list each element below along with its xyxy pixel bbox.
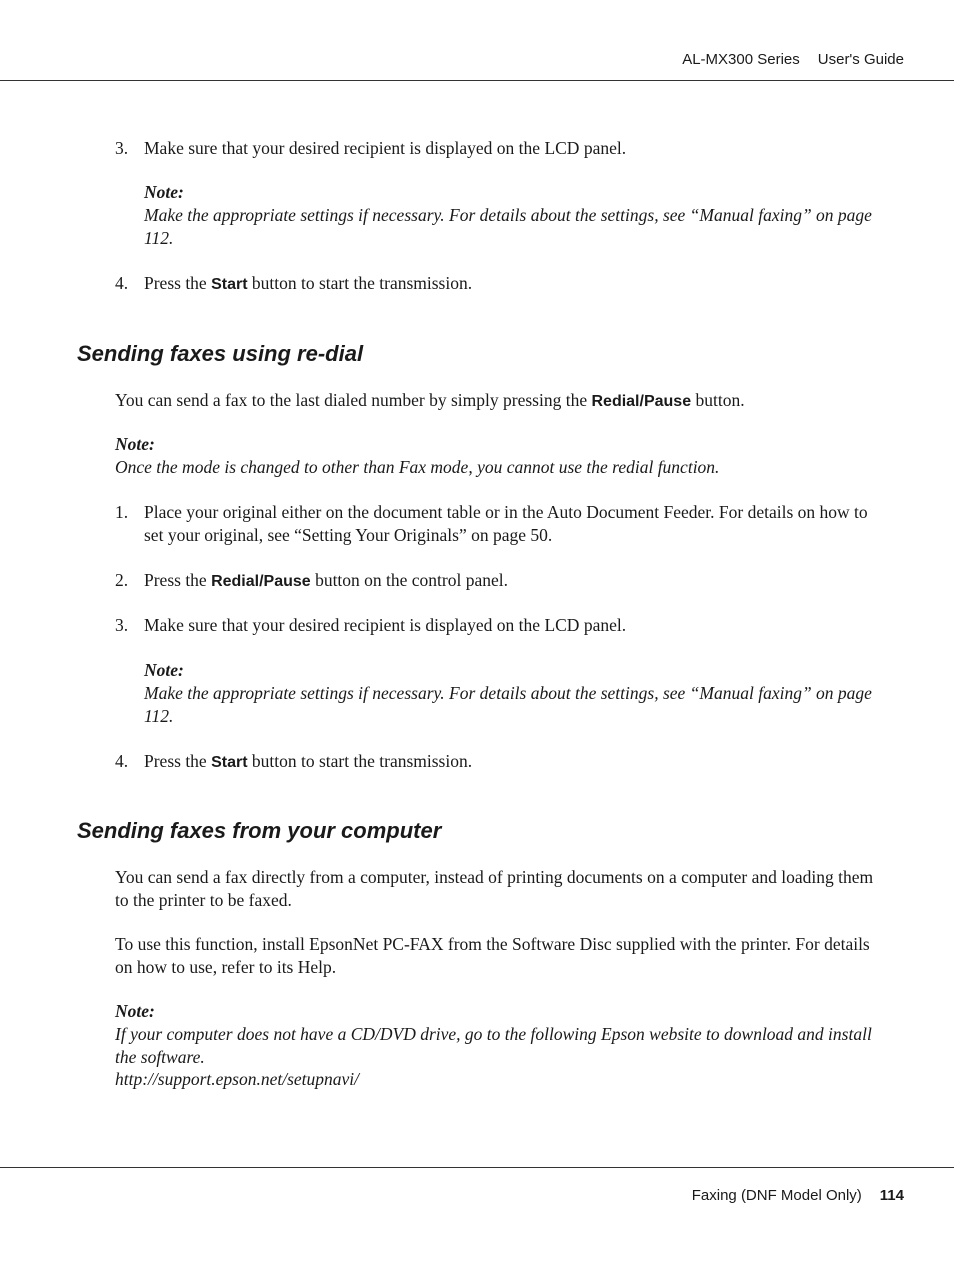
text-run: Press the xyxy=(144,570,212,590)
note-text: Make the appropriate settings if necessary. For details about the settings, see “Manual faxing” on page 112. xyxy=(144,205,872,248)
note-label: Note: xyxy=(115,434,155,454)
note-text: If your computer does not have a CD/DVD drive, go to the following Epson website to download and install the software. xyxy=(115,1024,872,1067)
step-text: Place your original either on the document table or in the Auto Document Feeder. For details on how to set your original, see “Setting Your Originals” on page 50. xyxy=(144,502,868,545)
text-run: You can send a fax to the last dialed number by simply pressing the xyxy=(115,390,592,410)
note-label: Note: xyxy=(144,660,184,680)
section-heading: Sending faxes using re-dial xyxy=(77,341,364,366)
note-text: Once the mode is changed to other than Fax mode, you cannot use the redial function. xyxy=(115,457,720,477)
step-text xyxy=(144,750,889,775)
step-text xyxy=(144,569,889,594)
step-number: 2. xyxy=(115,570,129,590)
step-number: 4. xyxy=(115,751,129,771)
paragraph: To use this function, install EpsonNet PC-FAX from the Software Disc supplied with the printer. For details on how to use, refer to its Help. xyxy=(115,934,870,977)
text-run: button to start the transmission. xyxy=(247,273,473,293)
step-text xyxy=(144,272,889,297)
note-label: Note: xyxy=(144,182,184,202)
product-name: AL-MX300 Series xyxy=(682,51,800,68)
step-number: 3. xyxy=(115,615,129,635)
intro-text xyxy=(115,389,890,414)
page-header xyxy=(682,51,904,68)
step-number: 1. xyxy=(115,502,129,522)
footer-rule xyxy=(0,1167,954,1168)
header-rule xyxy=(0,80,954,81)
guide-name: User's Guide xyxy=(817,51,904,68)
step-number: 3. xyxy=(115,138,129,158)
start-button-label: Start xyxy=(211,754,248,771)
text-run: button to start the transmission. xyxy=(247,751,473,771)
text-run: button. xyxy=(691,390,745,410)
step-number: 4. xyxy=(115,273,129,293)
website-url: http://support.epson.net/setupnavi/ xyxy=(115,1069,360,1089)
section-heading: Sending faxes from your computer xyxy=(77,818,442,843)
step-text: Make sure that your desired recipient is displayed on the LCD panel. xyxy=(144,138,627,158)
note-label: Note: xyxy=(115,1001,155,1021)
start-button-label: Start xyxy=(211,276,248,293)
text-run: Press the xyxy=(144,751,212,771)
page-number: 114 xyxy=(879,1187,904,1204)
text-run: button on the control panel. xyxy=(310,570,509,590)
paragraph: You can send a fax directly from a computer, instead of printing documents on a computer and loading them to the printer to be faxed. xyxy=(115,867,874,910)
redial-button-label: Redial/Pause xyxy=(591,393,692,410)
chapter-name: Faxing (DNF Model Only) xyxy=(691,1187,862,1204)
redial-button-label: Redial/Pause xyxy=(211,573,311,590)
note-text: Make the appropriate settings if necessary. For details about the settings, see “Manual faxing” on page 112. xyxy=(144,683,872,726)
page-footer xyxy=(692,1187,904,1204)
step-text: Make sure that your desired recipient is displayed on the LCD panel. xyxy=(144,615,627,635)
text-run: Press the xyxy=(144,273,212,293)
